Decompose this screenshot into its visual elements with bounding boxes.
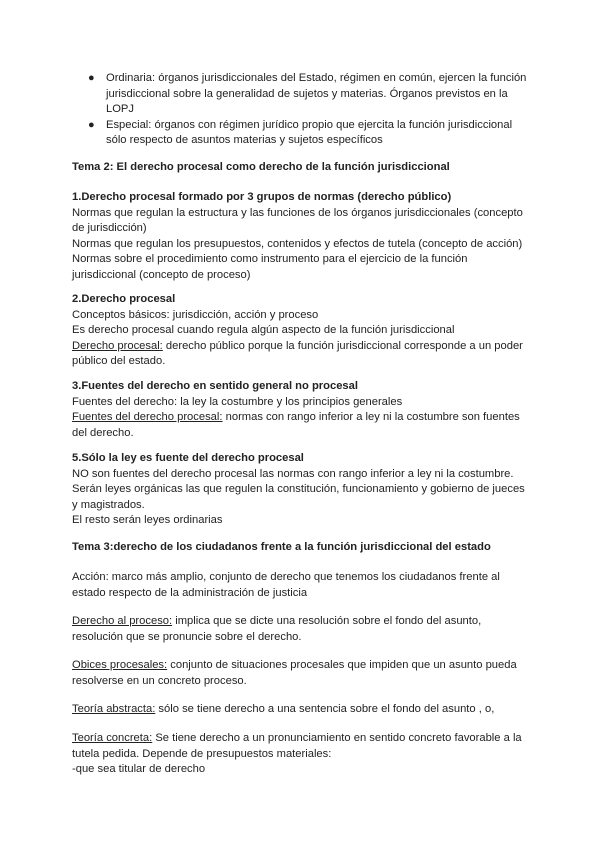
section-3 xyxy=(72,379,532,441)
section-1-heading: 1.Derecho procesal formado por 3 grupos de normas (derecho público) xyxy=(72,191,452,203)
definition-paragraph xyxy=(72,658,532,689)
section-2-line: Es derecho procesal cuando regula algún aspecto de la función jurisdiccional xyxy=(72,324,455,336)
section-2-heading: 2.Derecho procesal xyxy=(72,293,176,305)
definition: Se tiene derecho a un pronunciamiento en sentido concreto favorable a la tutela pedida. Depende de presupuestos materiales: xyxy=(72,732,522,760)
bullet-icon: ● xyxy=(88,118,95,131)
tema2-section xyxy=(72,160,532,176)
term: Derecho procesal: xyxy=(72,339,163,352)
term: Teoría abstracta: xyxy=(72,703,156,715)
term: Derecho al proceso: xyxy=(72,615,173,627)
bullet-text: Ordinaria: órganos jurisdiccionales del Estado, régimen en común, ejercen la función jurisdiccional sobre la generalidad de sujetos y materias. Órganos previstos en la LOPJ xyxy=(106,72,527,115)
section-2-definition xyxy=(72,339,532,370)
section-1-line: Normas que regulan los presupuestos, contenidos y efectos de tutela (concepto de acción) xyxy=(72,237,523,250)
section-2-line: Conceptos básicos: jurisdicción, acción y proceso xyxy=(72,308,319,321)
bullet-text: Especial: órganos con régimen jurídico propio que ejercita la función jurisdiccional sólo respecto de asuntos materias y sujetos específicos xyxy=(106,118,513,146)
bullet-icon: ● xyxy=(88,72,95,84)
tema3-teoria-abstracta xyxy=(72,702,532,718)
section-5 xyxy=(72,451,532,529)
tema3-teoria-concreta xyxy=(72,731,532,778)
section-1-line: Normas que regulan la estructura y las funciones de los órganos jurisdiccionales (concepto de jurisdicción) xyxy=(72,206,523,234)
section-3-heading: 3.Fuentes del derecho en sentido general no procesal xyxy=(72,380,358,392)
definition-paragraph xyxy=(72,614,532,645)
definition-paragraph xyxy=(72,702,532,718)
definition: sólo se tiene derecho a una sentencia sobre el fondo del asunto , o, xyxy=(155,703,495,715)
last-line: -que sea titular de derecho xyxy=(72,763,206,775)
tema3-derecho-proceso xyxy=(72,614,532,645)
definition: conjunto de situaciones procesales que impiden que un asunto pueda resolverse en un concreto proceso. xyxy=(72,659,517,687)
list-item xyxy=(83,118,533,149)
bullet-list xyxy=(83,71,533,149)
section-5-heading: 5.Sólo la ley es fuente del derecho procesal xyxy=(72,452,304,464)
list-item xyxy=(83,71,533,118)
accion-text: Acción: marco más amplio, conjunto de derecho que tenemos los ciudadanos frente al estado respecto de la administración de justicia xyxy=(72,571,500,599)
tema3-heading: Tema 3:derecho de los ciudadanos frente a la función jurisdiccional del estado xyxy=(72,541,491,553)
tema3-accion xyxy=(72,570,532,601)
section-5-line: NO son fuentes del derecho procesal las normas con rango inferior a ley ni la costumbre. xyxy=(72,467,514,480)
section-3-definition xyxy=(72,410,532,441)
term: Obices procesales: xyxy=(72,659,168,671)
section-5-line: El resto serán leyes ordinarias xyxy=(72,514,223,526)
term: Fuentes del derecho procesal: xyxy=(72,411,223,423)
section-3-line: Fuentes del derecho: la ley la costumbre y los principios generales xyxy=(72,395,403,408)
definition: derecho público porque la función jurisdiccional corresponde a un poder público del estado. xyxy=(72,339,523,367)
tema3-section xyxy=(72,540,532,556)
tema2-heading: Tema 2: El derecho procesal como derecho de la función jurisdiccional xyxy=(72,161,450,173)
definition-paragraph xyxy=(72,731,532,762)
section-1-line: Normas sobre el procedimiento como instrumento para el ejercicio de la función jurisdiccional (concepto de proceso) xyxy=(72,253,468,281)
section-1 xyxy=(72,190,532,283)
term: Teoría concreta: xyxy=(72,732,153,744)
section-5-line: Serán leyes orgánicas las que regulen la constitución, funcionamiento y gobierno de jueces y magistrados. xyxy=(72,483,525,511)
tema3-obices xyxy=(72,658,532,689)
definition: implica que se dicte una resolución sobre el fondo del asunto, resolución que se pronuncie sobre el derecho. xyxy=(72,615,482,643)
section-2 xyxy=(72,292,532,370)
definition: normas con rango inferior a ley ni la costumbre son fuentes del derecho. xyxy=(72,411,520,439)
